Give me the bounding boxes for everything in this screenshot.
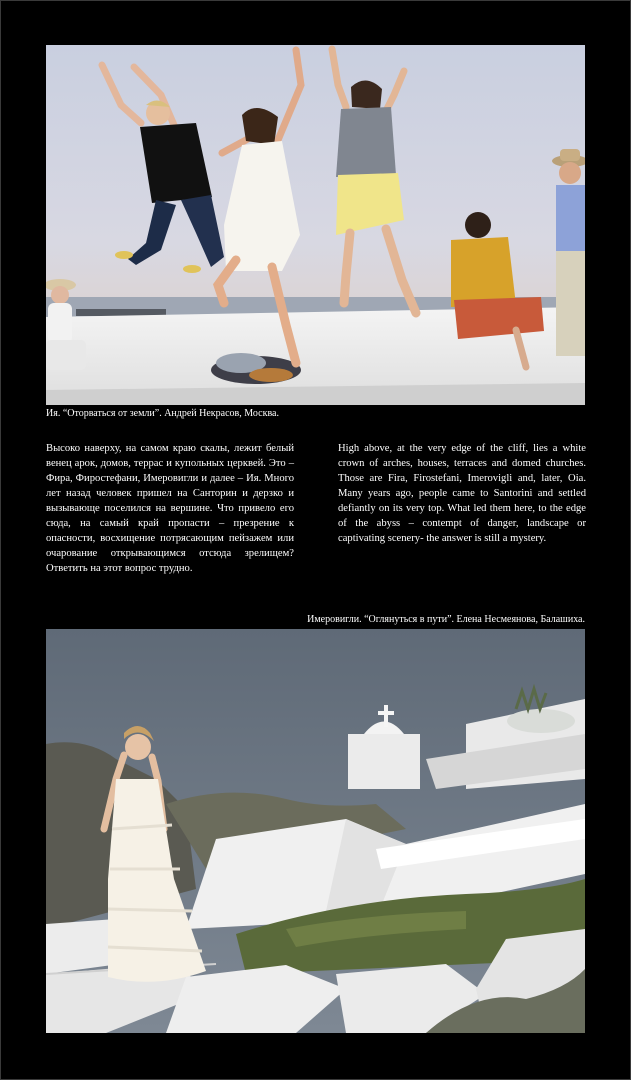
- bottom-photo: [46, 629, 585, 1033]
- russian-paragraph: Высоко наверху, на самом краю скалы, лежит белый венец арок, домов, террас и купольных церквей. Это – Фира, Фиростефани, Имеровигли и далее – Ия. Много лет назад человек пришел на Санторин и дерзко и вызывающе поселился на вершине. Что привело его сюда, на самый край пропасти – презрение к опасности, восхищение потрясающим пейзажем или очарование открывающимся отсюда зрелищем? Ответить на этот вопрос трудно.: [46, 443, 294, 574]
- english-paragraph: High above, at the very edge of the cliff, lies a white crown of arches, houses, terraces and domed churches. Those are Fira, Firostefani, Imerovigli and, later, Oia. Many years ago, people came to Santorini and settled defiantly on its very top. What led them here, to the edge of the abyss – contempt of danger, landscape or captivating scenery- the answer is still a mystery.: [338, 443, 586, 544]
- top-photo: [46, 45, 585, 405]
- top-photo-caption: Ия. “Оторваться от земли”. Андрей Некрасов, Москва.: [46, 408, 279, 419]
- bottom-photo-caption: Имеровигли. “Оглянуться в пути”. Елена Несмеянова, Балашиха.: [307, 614, 585, 625]
